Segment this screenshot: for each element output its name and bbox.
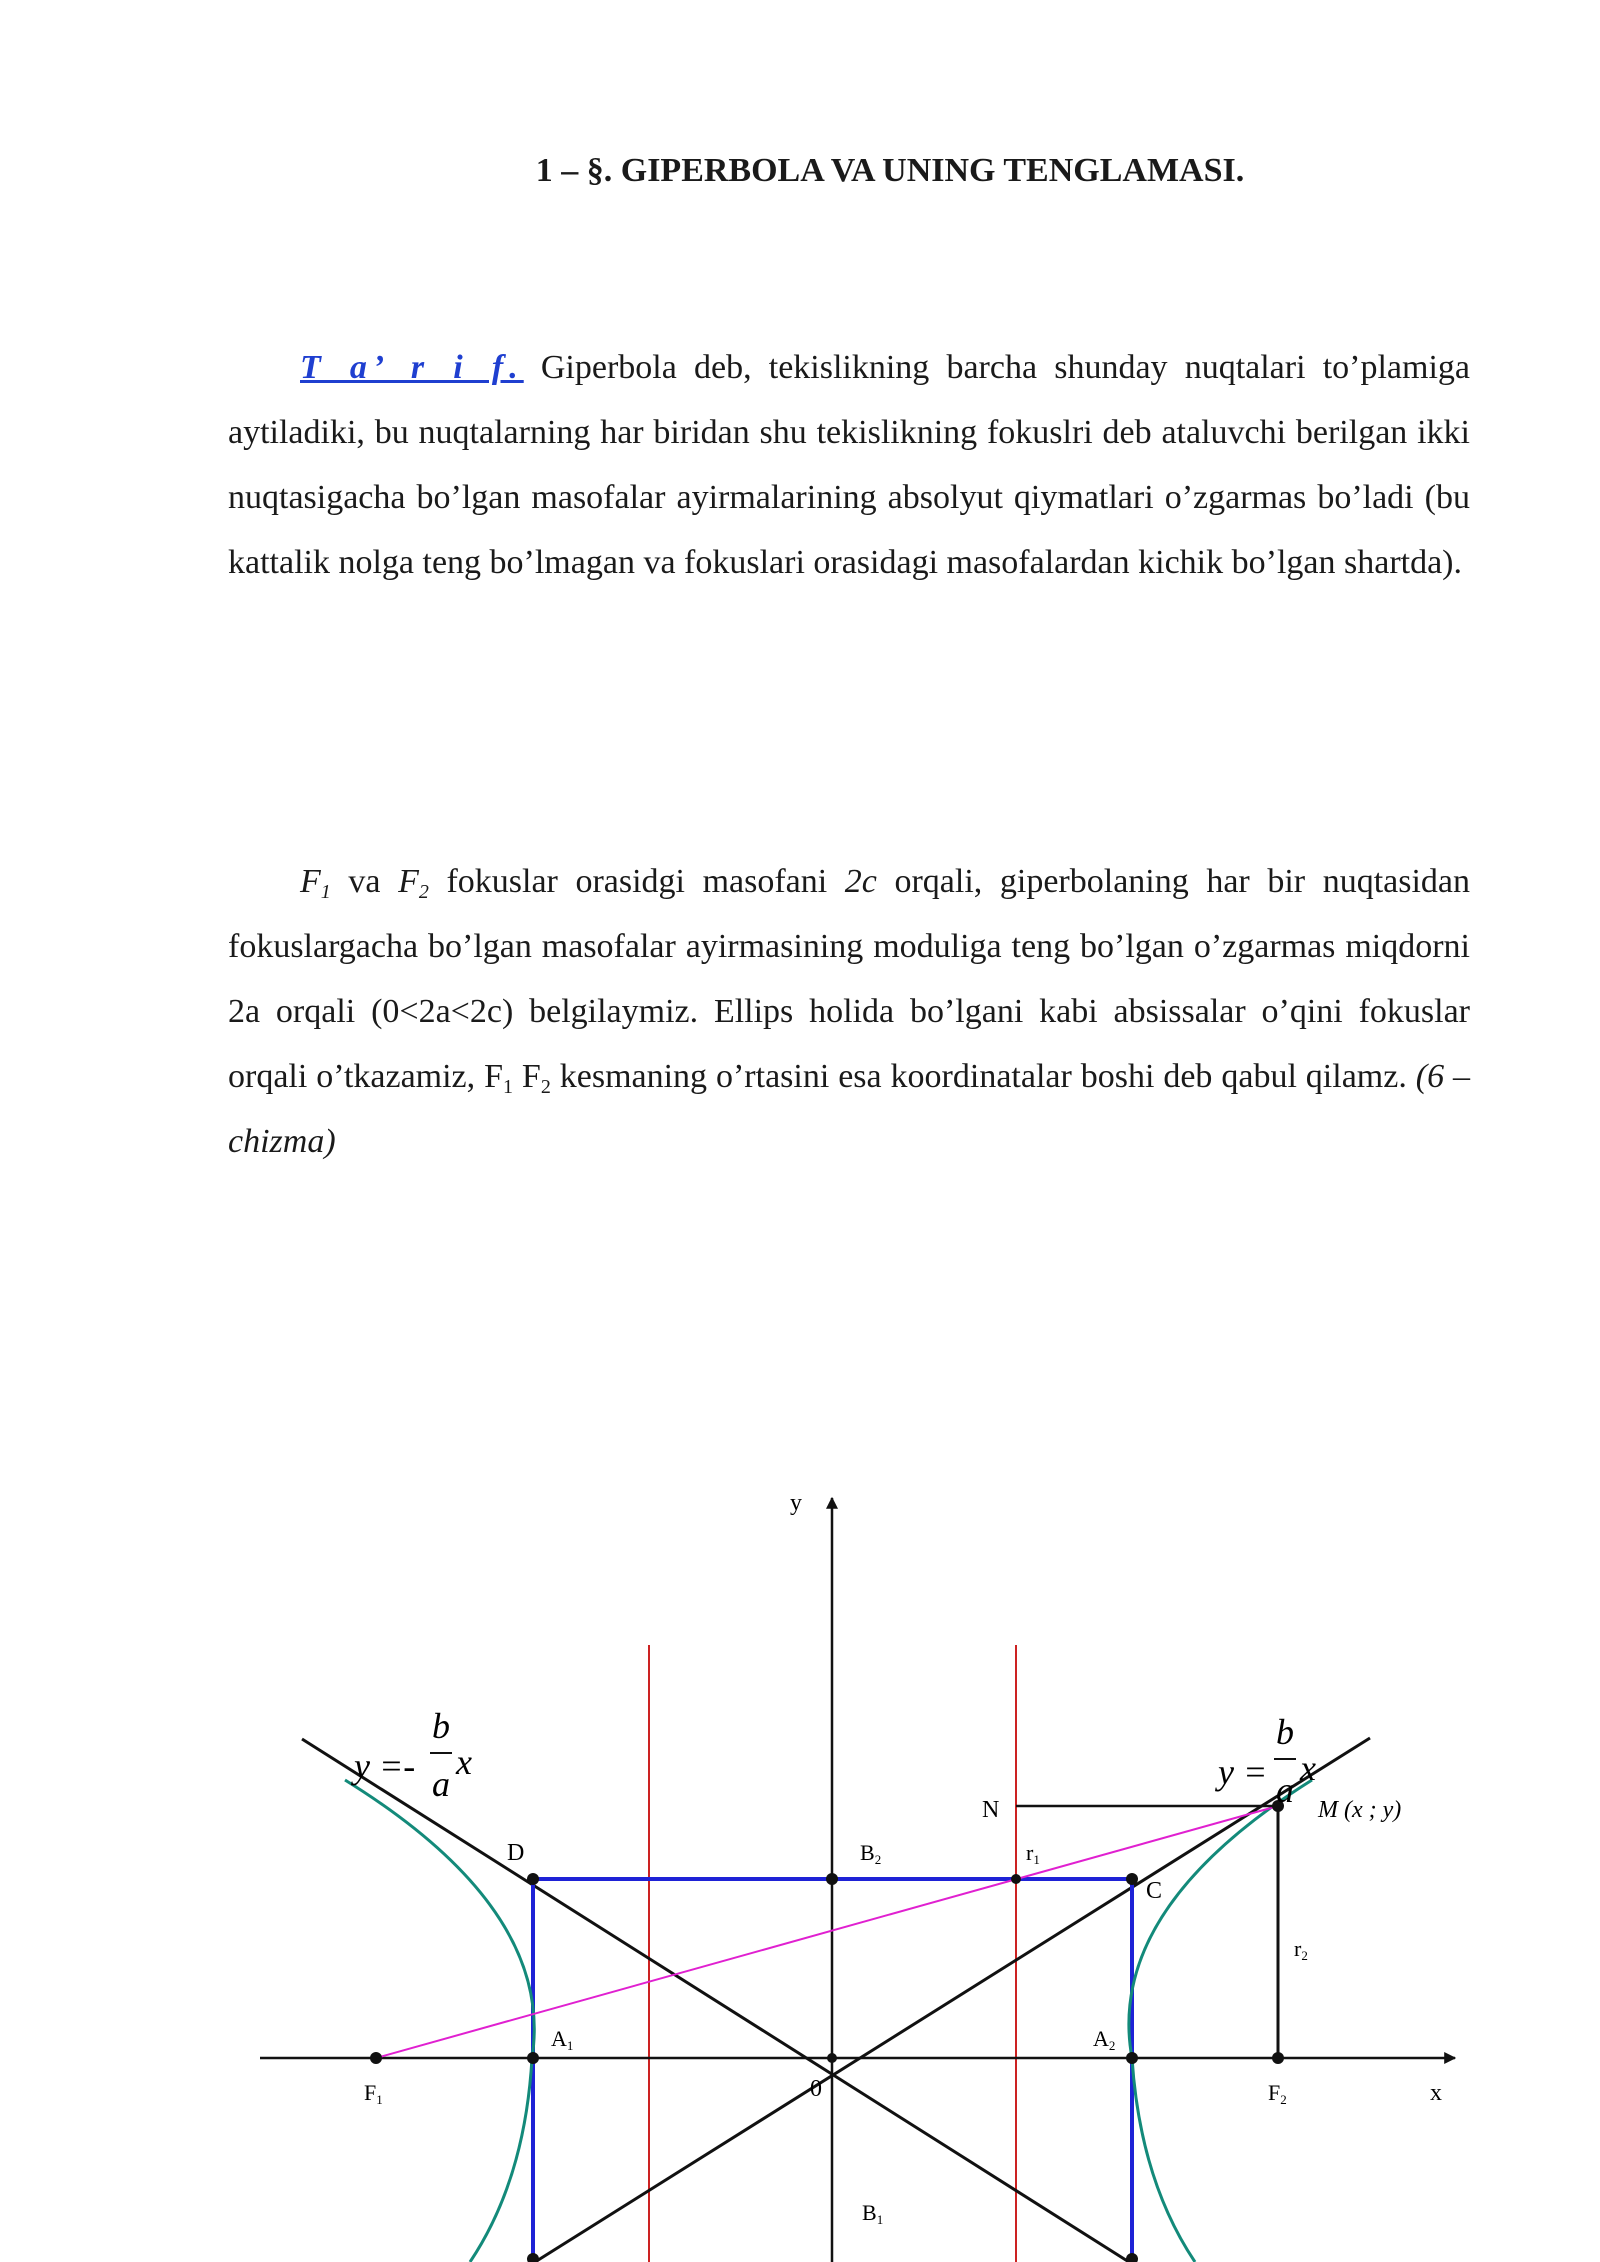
asym-right-var: x bbox=[1300, 1748, 1316, 1788]
figure-reference: (6 – chizma) bbox=[228, 1058, 1471, 1160]
label-m: M (x ; y) bbox=[1318, 1797, 1402, 1823]
hyperbola-right-branch bbox=[1129, 1780, 1312, 2262]
asym-right-lhs: y = bbox=[1218, 1752, 1268, 1792]
point-a1 bbox=[527, 2052, 539, 2064]
label-c: C bbox=[1146, 1878, 1163, 1904]
distance-2c: 2c bbox=[844, 863, 877, 900]
para2-text-3: F bbox=[512, 1058, 541, 1095]
foci-paragraph bbox=[228, 849, 1470, 1174]
f1-sub-2: 1 bbox=[502, 1076, 513, 1098]
label-b2: B2 bbox=[860, 1840, 882, 1867]
label-n: N bbox=[982, 1797, 1000, 1823]
point-origin bbox=[827, 2053, 837, 2063]
point-d-bottom bbox=[527, 2253, 539, 2262]
asymptote-left-equation bbox=[351, 1706, 472, 1804]
point-r1 bbox=[1011, 1874, 1021, 1884]
label-r1: r1 bbox=[1026, 1840, 1040, 1867]
f2-sub: 2 bbox=[418, 881, 429, 903]
label-f2: F2 bbox=[1268, 2080, 1287, 2107]
point-c bbox=[1126, 1873, 1138, 1885]
asym-right-den: a bbox=[1276, 1770, 1294, 1810]
origin-label: 0 bbox=[810, 2076, 822, 2102]
f2-sub-2: 2 bbox=[540, 1076, 551, 1098]
asym-left-lhs: y =- bbox=[354, 1746, 416, 1786]
point-f2 bbox=[1272, 2052, 1284, 2064]
asymptote-right-equation bbox=[1215, 1712, 1316, 1810]
page-title: 1 – §. GIPERBOLA VA UNING TENGLAMASI. bbox=[535, 152, 1245, 189]
asym-right-num: b bbox=[1276, 1712, 1294, 1752]
definition-paragraph bbox=[228, 335, 1470, 595]
para2-text-2: orqali, giperbolaning har bir nuqtasidan fokuslargacha bo’lgan masofalar ayirmasining moduliga teng bo’lgan o’zgarmas miqdorni 2a orqali (0<2a<2c) belgilaymiz. Ellips holida bo’lgani kabi absissalar o’qini fokuslar orqali o’tkazamiz, F bbox=[228, 863, 1470, 1095]
definition-text: Giperbola deb, tekislikning barcha shunday nuqtalari to’plamiga aytiladiki, bu nuqtalarning har biridan shu tekislikning fokuslri deb ataluvchi berilgan ikki nuqtasigacha bo’lgan masofalar ayirmalarining absolyut qiymatlari o’zgarmas bo’ladi (bu kattalik nolga teng bo’lmagan va fokuslari orasidagi masofalardan kichik bo’lgan shartda). bbox=[228, 349, 1470, 581]
asym-left-var: x bbox=[456, 1742, 472, 1782]
para2-text-4: kesmaning o’rtasini esa koordinatalar boshi deb qabul qilamz. bbox=[550, 1058, 1416, 1095]
f2-letter: F bbox=[398, 863, 419, 900]
hyperbola-figure bbox=[0, 1480, 1600, 2262]
va-word: va bbox=[330, 863, 399, 900]
label-b1: B1 bbox=[862, 2200, 884, 2227]
label-r2: r2 bbox=[1294, 1936, 1308, 1963]
point-a2 bbox=[1126, 2052, 1138, 2064]
asymptote-right-line bbox=[535, 1738, 1370, 2262]
asym-left-num: b bbox=[432, 1706, 450, 1746]
point-d bbox=[527, 1873, 539, 1885]
definition-label: T a’ r i f. bbox=[300, 349, 524, 386]
point-b2 bbox=[826, 1873, 838, 1885]
asymptote-left-line bbox=[302, 1739, 1129, 2262]
point-f1 bbox=[370, 2052, 382, 2064]
x-axis-label: x bbox=[1430, 2080, 1442, 2106]
label-d: D bbox=[507, 1840, 525, 1866]
para2-text-1: fokuslar orasidgi masofani bbox=[428, 863, 845, 900]
point-c-bottom bbox=[1126, 2253, 1138, 2262]
label-f1: F1 bbox=[364, 2080, 383, 2107]
label-a2: A2 bbox=[1093, 2026, 1116, 2053]
label-a1: A1 bbox=[551, 2026, 574, 2053]
f1-letter: F bbox=[300, 863, 321, 900]
y-axis-label: y bbox=[790, 1490, 802, 1516]
asym-left-den: a bbox=[432, 1764, 450, 1804]
f1-sub: 1 bbox=[320, 881, 331, 903]
